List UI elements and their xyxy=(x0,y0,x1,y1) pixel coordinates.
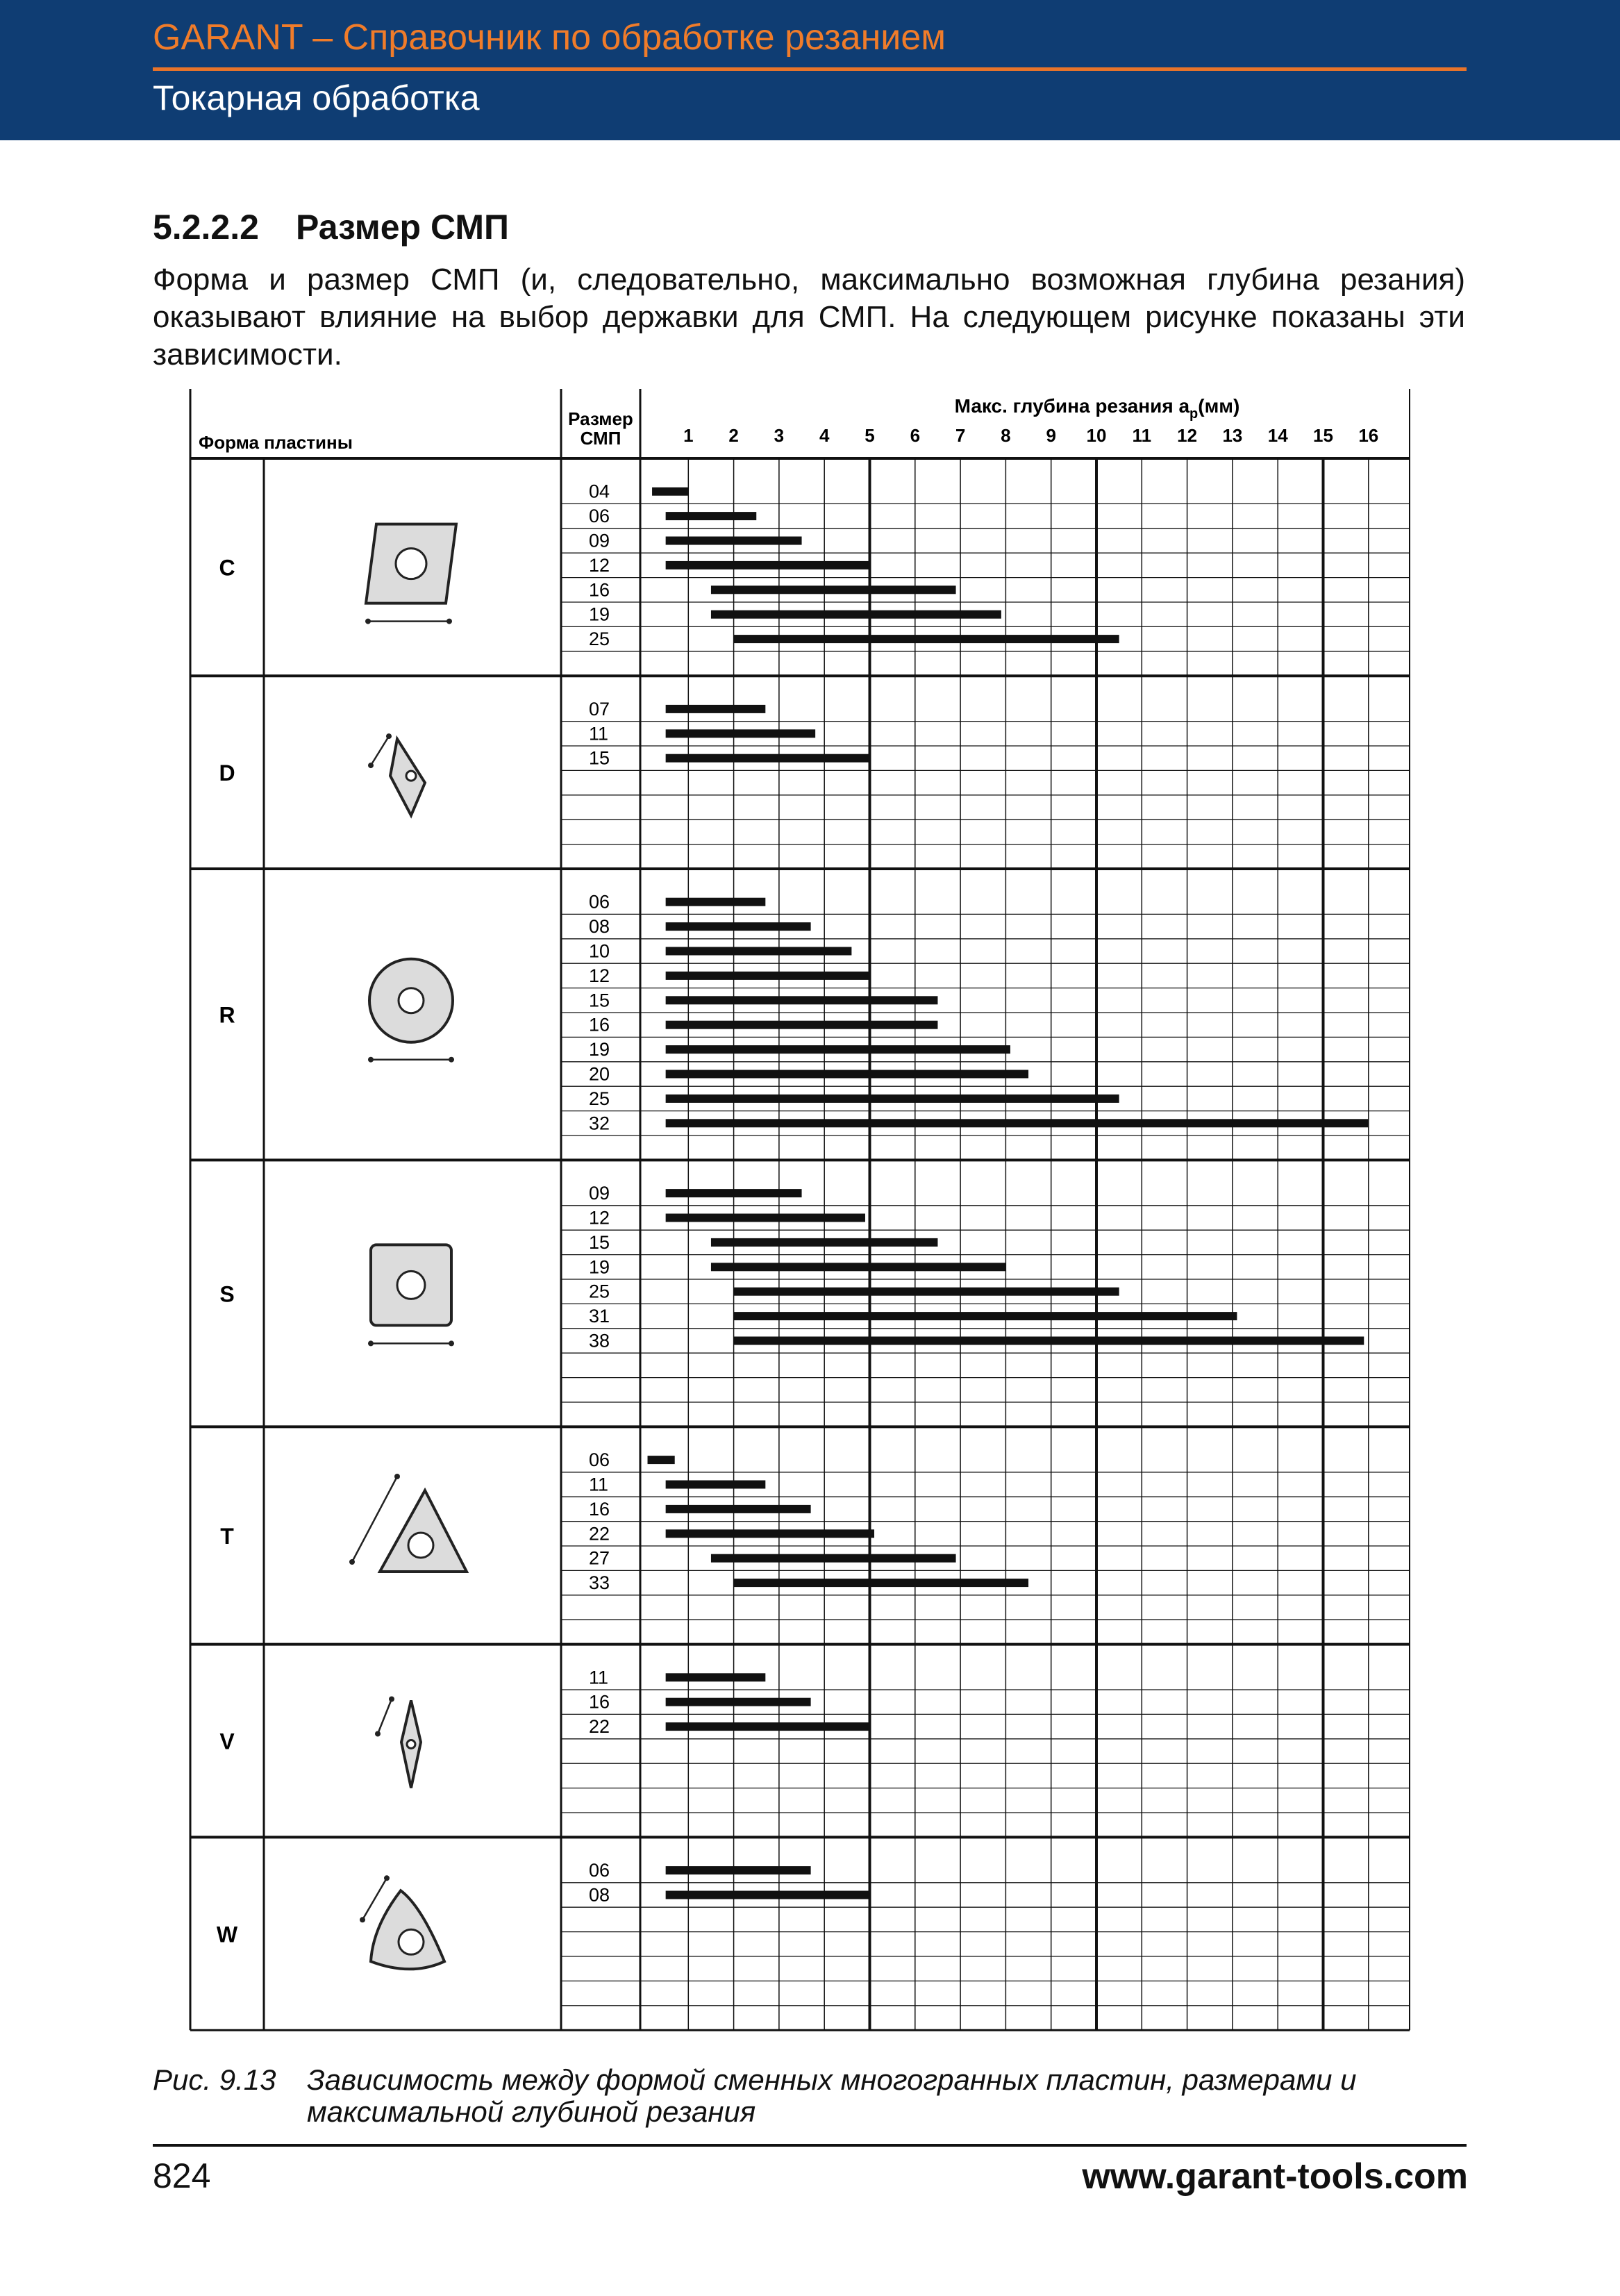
x-tick-label: 13 xyxy=(1222,425,1243,446)
depth-bar xyxy=(666,537,802,545)
dimension-arrow-icon xyxy=(375,1731,381,1737)
size-label: 08 xyxy=(589,1884,610,1906)
depth-bar xyxy=(666,1529,874,1538)
size-label: 09 xyxy=(589,1183,610,1204)
size-label: 16 xyxy=(589,1691,610,1713)
depth-bar xyxy=(711,1554,956,1563)
depth-bar xyxy=(666,754,870,763)
depth-bar xyxy=(666,1891,870,1899)
depth-bar xyxy=(666,1722,870,1731)
size-label: 06 xyxy=(589,1860,610,1881)
size-label: 11 xyxy=(589,1667,609,1688)
depth-bar xyxy=(711,610,1001,619)
size-column-header: СМП xyxy=(580,428,621,449)
depth-bar xyxy=(648,1456,675,1464)
dimension-arrow-icon xyxy=(449,1057,454,1063)
x-tick-label: 2 xyxy=(728,425,739,446)
x-tick-label: 9 xyxy=(1046,425,1056,446)
depth-bar xyxy=(666,1021,938,1029)
dimension-line xyxy=(378,1699,392,1734)
depth-bar xyxy=(734,1288,1119,1296)
depth-bar xyxy=(734,635,1119,643)
x-tick-label: 12 xyxy=(1177,425,1198,446)
size-label: 32 xyxy=(589,1113,610,1134)
size-label: 06 xyxy=(589,1449,610,1471)
x-tick-label: 15 xyxy=(1313,425,1333,446)
x-tick-label: 14 xyxy=(1267,425,1288,446)
section-number: 5.2.2.2 xyxy=(153,208,259,247)
x-tick-label: 5 xyxy=(865,425,875,446)
x-tick-label: 16 xyxy=(1358,425,1379,446)
chart-title: Макс. глубина резания $a_p(мм)$ xyxy=(954,395,1240,422)
depth-bar xyxy=(666,1481,766,1489)
depth-bar xyxy=(666,1673,766,1681)
insert-hole xyxy=(396,549,426,579)
size-label: 10 xyxy=(589,940,610,962)
depth-bar xyxy=(666,1095,1119,1103)
depth-bar xyxy=(711,585,956,594)
dimension-arrow-icon xyxy=(368,1340,374,1346)
size-label: 22 xyxy=(589,1523,610,1545)
shape-letter: W xyxy=(216,1922,238,1947)
x-tick-label: 1 xyxy=(683,425,694,446)
dimension-line xyxy=(362,1878,387,1920)
dimension-arrow-icon xyxy=(386,733,392,739)
depth-bar xyxy=(734,1312,1237,1320)
size-label: 38 xyxy=(589,1330,610,1351)
shape-column-header: Форма пластины xyxy=(199,432,353,453)
size-label: 22 xyxy=(589,1716,610,1738)
dimension-line xyxy=(352,1476,397,1562)
depth-bar xyxy=(666,1189,802,1197)
x-tick-label: 6 xyxy=(910,425,921,446)
size-label: 04 xyxy=(589,481,610,502)
size-label: 25 xyxy=(589,1088,610,1109)
depth-bar xyxy=(711,1238,937,1247)
size-label: 06 xyxy=(589,506,610,527)
depth-bar xyxy=(666,996,938,1004)
size-label: 08 xyxy=(589,916,610,938)
size-label: 19 xyxy=(589,604,610,625)
insert-hole xyxy=(407,1740,415,1749)
header-subtitle: Токарная обработка xyxy=(153,78,480,117)
header-title: GARANT – Справочник по обработке резанием xyxy=(153,17,946,58)
depth-bar xyxy=(734,1337,1364,1345)
size-label: 15 xyxy=(589,747,610,769)
size-column-header: Размер xyxy=(568,408,633,429)
depth-bar xyxy=(666,972,870,980)
depth-bar xyxy=(666,1045,1010,1054)
size-label: 15 xyxy=(589,990,610,1011)
size-label: 16 xyxy=(589,1498,610,1520)
dimension-line xyxy=(371,736,389,765)
size-label: 12 xyxy=(589,1207,610,1229)
x-tick-label: 7 xyxy=(955,425,966,446)
size-label: 25 xyxy=(589,1281,610,1302)
depth-bar xyxy=(666,898,766,906)
x-tick-label: 3 xyxy=(774,425,785,446)
x-tick-label: 10 xyxy=(1086,425,1107,446)
dimension-arrow-icon xyxy=(384,1875,390,1881)
size-label: 07 xyxy=(589,698,610,719)
depth-bar xyxy=(734,1579,1028,1587)
x-tick-label: 8 xyxy=(1001,425,1011,446)
size-label: 33 xyxy=(589,1572,610,1594)
shape-letter: S xyxy=(219,1281,235,1307)
dimension-arrow-icon xyxy=(389,1697,394,1702)
dimension-arrow-icon xyxy=(394,1474,400,1479)
size-label: 31 xyxy=(589,1306,610,1327)
figure-caption-text: Зависимость между формой сменных многогранных пластин, размерами и максимальной глубиной резания xyxy=(307,2063,1357,2128)
depth-bar xyxy=(666,947,852,956)
dimension-arrow-icon xyxy=(368,763,374,768)
section-title: Размер СМП xyxy=(296,208,509,247)
size-label: 06 xyxy=(589,891,610,913)
size-label: 27 xyxy=(589,1547,610,1569)
x-tick-label: 11 xyxy=(1132,425,1152,446)
page-number: 824 xyxy=(153,2156,211,2195)
depth-bar xyxy=(666,561,870,569)
shape-letter: C xyxy=(219,555,235,581)
insert-hole xyxy=(399,988,424,1013)
footer-url[interactable]: www.garant-tools.com xyxy=(1082,2156,1468,2197)
footer-rule xyxy=(153,2144,1467,2147)
depth-bar xyxy=(666,922,811,931)
insert-hole xyxy=(406,771,416,781)
depth-bar xyxy=(666,1119,1369,1127)
shape-letter: D xyxy=(219,760,235,786)
depth-bar xyxy=(666,1866,811,1874)
size-label: 09 xyxy=(589,530,610,551)
dimension-arrow-icon xyxy=(360,1917,365,1922)
depth-bar xyxy=(711,1263,1005,1271)
depth-bar xyxy=(666,705,766,713)
size-label: 19 xyxy=(589,1256,610,1278)
depth-bar xyxy=(666,1070,1028,1079)
insert-hole xyxy=(408,1533,433,1558)
shape-letter: V xyxy=(219,1729,235,1754)
dimension-arrow-icon xyxy=(365,619,371,624)
size-label: 15 xyxy=(589,1231,610,1253)
dimension-arrow-icon xyxy=(349,1559,355,1565)
insert-hole xyxy=(399,1929,424,1954)
size-label: 12 xyxy=(589,554,610,576)
dimension-arrow-icon xyxy=(446,619,452,624)
size-label: 11 xyxy=(589,723,609,744)
depth-bar xyxy=(666,1505,811,1513)
size-label: 25 xyxy=(589,629,610,650)
depth-bar xyxy=(666,1214,865,1222)
depth-bar xyxy=(666,729,815,738)
size-label: 16 xyxy=(589,579,610,601)
figure-label: Рис. 9.13 xyxy=(153,2063,276,2096)
dimension-arrow-icon xyxy=(449,1340,454,1346)
size-label: 19 xyxy=(589,1039,610,1060)
dimension-arrow-icon xyxy=(368,1057,374,1063)
section-intro: Форма и размер СМП (и, следовательно, максимально возможная глубина резания) оказывают влияние на выбор державки для СМП. На следующем рисунке показаны эти зависимости. xyxy=(153,263,1465,372)
depth-bar xyxy=(652,488,688,496)
depth-bar xyxy=(666,1698,811,1706)
insert-hole xyxy=(397,1271,425,1299)
triangular-insert-icon xyxy=(380,1490,467,1572)
x-tick-label: 4 xyxy=(819,425,830,446)
shape-letter: R xyxy=(219,1002,235,1028)
depth-bar xyxy=(666,512,757,520)
size-label: 12 xyxy=(589,965,610,986)
shape-letter: T xyxy=(220,1524,234,1549)
size-label: 11 xyxy=(589,1474,609,1495)
size-label: 20 xyxy=(589,1063,610,1085)
size-label: 16 xyxy=(589,1014,610,1035)
